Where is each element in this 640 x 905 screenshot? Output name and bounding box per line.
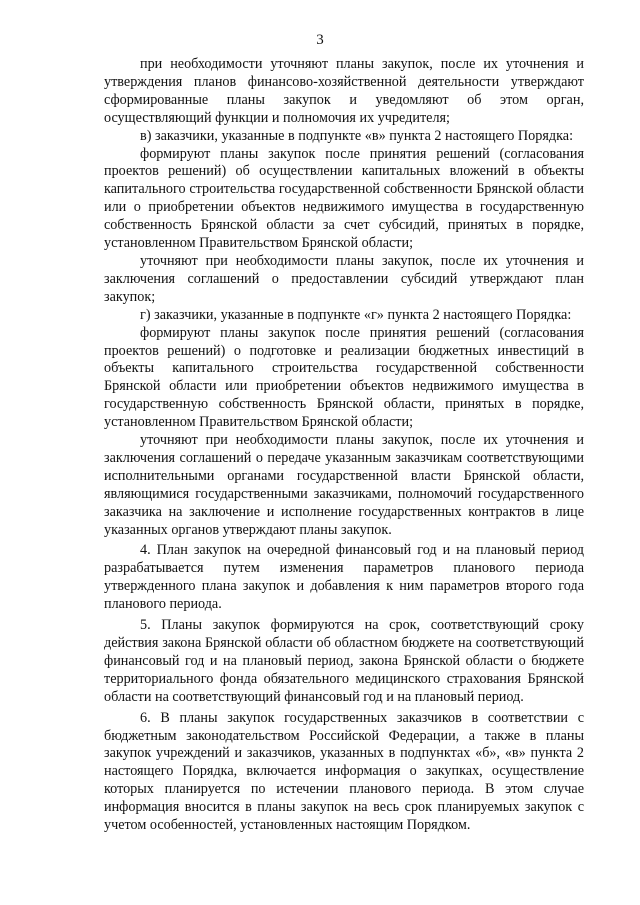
paragraph-plan-refinement-institutions: при необходимости уточняют планы закупок, после их уточнения и утверждения планов финансово-хозяйственной деятельности утверждают сформированные планы закупок и уведомляют об этом орган, осуществляющий функции и полномочия их учредителя;	[104, 56, 584, 126]
paragraph-form-plans-capital-investments: формируют планы закупок после принятия решений (согласования проектов решений) об осуществлении капитальных вложений в объекты капитального строительства государственной собственности Брянской области или о приобретении объектов недвижимого имущества в государственную собственность Брянской области за счет субсидий, принятых в порядке, установленном Правительством Брянской области;	[104, 145, 584, 252]
paragraph-refine-plans-subsidies: уточняют при необходимости планы закупок, после их уточнения и заключения соглашений о предоставлении субсидий утверждают план закупок;	[104, 252, 584, 305]
paragraph-refine-plans-agreements: уточняют при необходимости планы закупок, после их уточнения и заключения соглашений о передаче указанным заказчикам соответствующими исполнительными органами государственной власти Брянской области, являющимися государственными заказчиками, полномочий государственного заказчика на заключение и исполнение государственных контрактов в лице указанных органов утверждают планы закупок.	[104, 432, 584, 538]
page-number: 3	[316, 32, 324, 48]
paragraph-customers-subitem-v: в) заказчики, указанные в подпункте «в» пункта 2 настоящего Порядка:	[140, 127, 574, 144]
paragraph-item-5: 5. Планы закупок формируются на срок, соответствующий сроку действия закона Брянской области об областном бюджете на соответствующий финансовый год и на плановый период, закона Брянской области о бюджете территориального фонда обязательного медицинского страхования Брянской области на соответствующий финансовый год и на плановый период.	[104, 617, 584, 705]
document-body	[104, 56, 584, 835]
paragraph-customers-subitem-g: г) заказчики, указанные в подпункте «г» пункта 2 настоящего Порядка:	[140, 306, 572, 323]
paragraph-form-plans-budget-investments: формируют планы закупок после принятия решений (согласования проектов решений) о подготовке и реализации бюджетных инвестиций в объекты капитального строительства государственной собственности Брянской области или приобретении объектов недвижимого имущества в государственную собственность Брянской области, принятых в порядке, установленном Правительством Брянской области;	[104, 324, 584, 431]
paragraph-item-4: 4. План закупок на очередной финансовый год и на плановый период разрабатывается путем изменения параметров планового периода утвержденного плана закупок и добавления к ним параметров второго года планового периода.	[104, 542, 584, 613]
paragraph-item-6: 6. В планы закупок государственных заказчиков в соответствии с бюджетным законодательством Российской Федерации, а также в планы закупок учреждений и заказчиков, указанных в подпунктах «б», «в» пункта 2 настоящего Порядка, включается информация о закупках, осуществление которых планируется по истечении планового периода. В этом случае информация вносится в планы закупок на весь срок планируемых закупок с учетом особенностей, установленных настоящим Порядком.	[104, 709, 584, 834]
